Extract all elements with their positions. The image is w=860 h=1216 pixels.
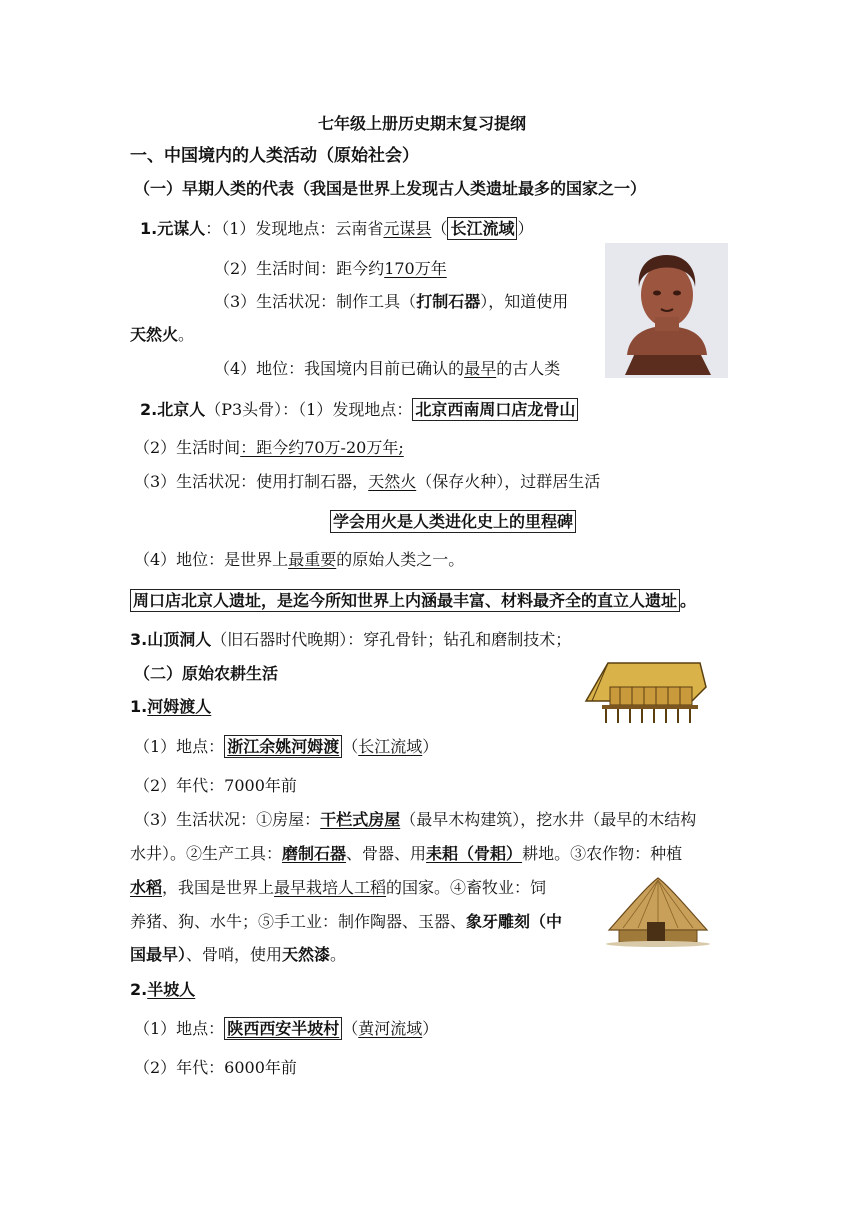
subsection-heading-2: （二）原始农耕生活 (134, 664, 279, 683)
zhoukoudian-box: 北京西南周口店龙骨山 (412, 398, 578, 421)
banpo-line-1: （1）地点： 陕西西安半坡村 （黄河流域） (134, 1019, 439, 1038)
banpo-heading: 2.半坡人 (130, 980, 196, 999)
stilt-house-image (580, 657, 712, 727)
beijing-line-1: 2.北京人（P3头骨）：（1）发现地点： 北京西南周口店龙骨山 (140, 400, 578, 420)
yuanmou-bust-image (605, 243, 728, 378)
hemudu-line-2: （2）年代：7000年前 (134, 776, 297, 795)
yuanmou-line-2: （2）生活时间：距今约170万年 (214, 259, 447, 278)
yuanmou-line-4: 天然火。 (130, 325, 195, 344)
beijing-line-2: （2）生活时间：距今约70万-20万年; (134, 438, 404, 457)
beijing-line-3: （3）生活状况：使用打制石器，天然火（保存火种），过群居生活 (134, 472, 601, 491)
round-hut-image (603, 876, 713, 948)
yuanmou-line-5: （4）地位：我国境内目前已确认的最早的古人类 (214, 359, 561, 378)
hemudu-line-1: （1）地点： 浙江余姚河姆渡 （长江流域） (134, 737, 439, 756)
banpo-line-2: （2）年代：6000年前 (134, 1058, 297, 1077)
hemudu-line-6: 养猪、狗、水牛；⑤手工业：制作陶器、玉器、象牙雕刻（中 (130, 912, 563, 931)
beijing-line-4 (330, 512, 576, 532)
hemudu-line-7: 国最早）、骨哨，使用天然漆。 (130, 945, 347, 964)
site-box: 周口店北京人遗址，是迄今所知世界上内涵最丰富、材料最齐全的直立人遗址 (130, 589, 680, 612)
beijing-line-6: 周口店北京人遗址，是迄今所知世界上内涵最丰富、材料最齐全的直立人遗址 。 (130, 591, 696, 611)
hemudu-heading: 1.河姆渡人 (130, 697, 212, 716)
section-heading-1: 一、中国境内的人类活动（原始社会） (130, 146, 419, 166)
page-title: 七年级上册历史期末复习提纲 (318, 114, 527, 133)
banpo-place-box: 陕西西安半坡村 (224, 1017, 342, 1040)
yuanmou-line-3: （3）生活状况：制作工具（打制石器），知道使用 (214, 292, 569, 311)
yangtze-box: 长江流域 (447, 217, 517, 240)
milestone-box: 学会用火是人类进化史上的里程碑 (330, 510, 576, 533)
hemudu-place-box: 浙江余姚河姆渡 (224, 735, 342, 758)
hemudu-line-3: （3）生活状况：①房屋：干栏式房屋（最早木构建筑），挖水井（最早的木结构 (134, 810, 697, 829)
hemudu-line-4: 水井）。②生产工具：磨制石器、骨器、用耒耜（骨耜）耕地。③农作物：种植 (130, 844, 683, 863)
yuanmou-line-1: 1.元谋人：（1）发现地点：云南省元谋县（ 长江流域 ） (140, 219, 534, 238)
subsection-heading-1: （一）早期人类的代表（我国是世界上发现古人类遗址最多的国家之一） (134, 179, 647, 198)
beijing-line-5: （4）地位：是世界上最重要的原始人类之一。 (134, 550, 465, 569)
hemudu-line-5: 水稻，我国是世界上最早栽培人工稻的国家。④畜牧业：饲 (130, 878, 547, 897)
shanding-line: 3.山顶洞人（旧石器时代晚期）：穿孔骨针；钻孔和磨制技术； (130, 630, 572, 649)
